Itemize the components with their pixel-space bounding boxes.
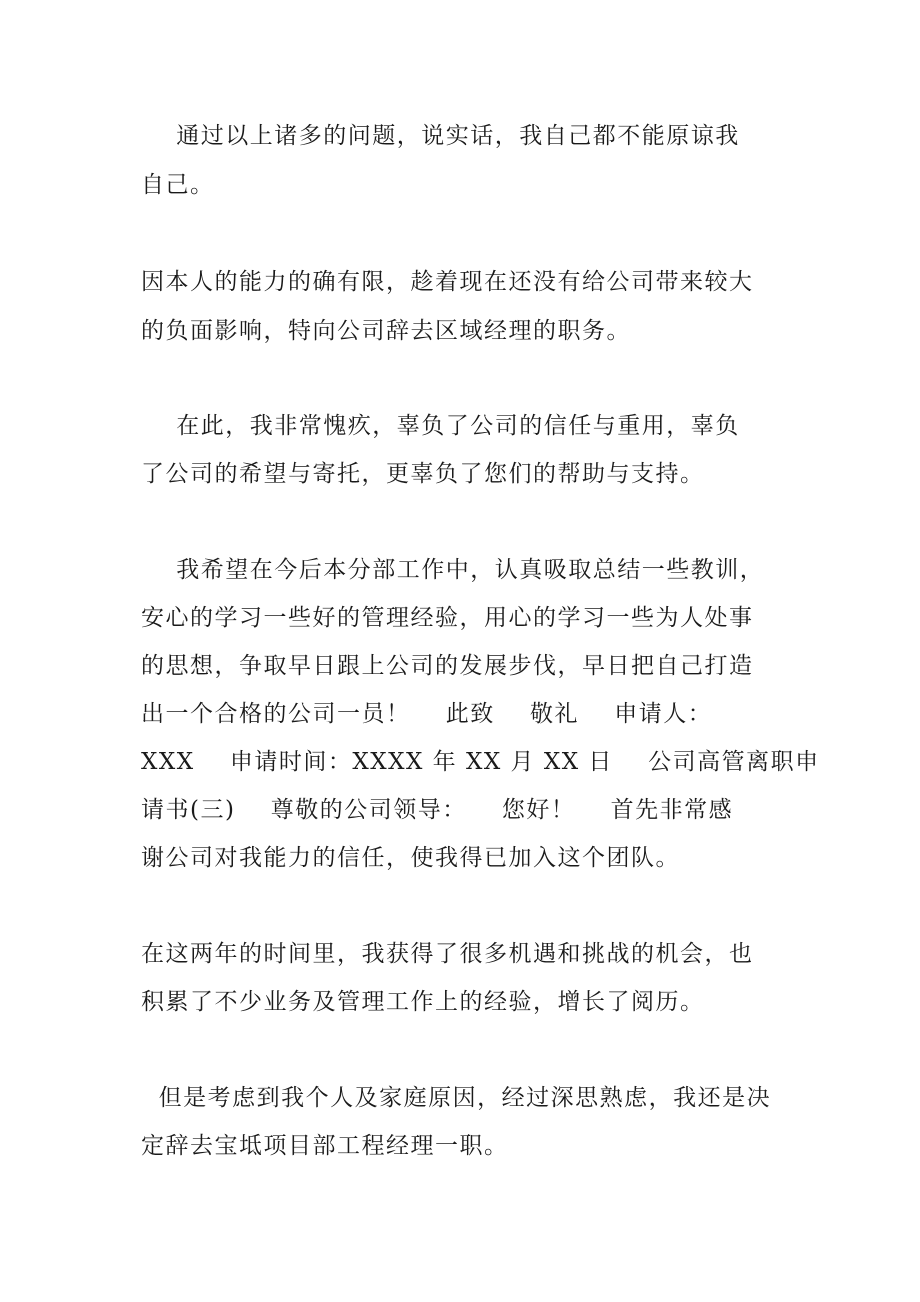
paragraph-1-line-2: 自己。 xyxy=(141,172,215,198)
paragraph-4-line-2: 安心的学习一些好的管理经验，用心的学习一些为人处事 xyxy=(141,605,754,631)
paragraph-1-line-1: 通过以上诸多的问题，说实话，我自己都不能原谅我 xyxy=(141,123,740,149)
paragraph-5-line-2: 积累了不少业务及管理工作上的经验，增长了阅历。 xyxy=(141,989,705,1015)
paragraph-6-line-1: 但是考虑到我个人及家庭原因，经过深思熟虑，我还是决 xyxy=(141,1085,772,1111)
paragraph-3-line-2: 了公司的希望与寄托，更辜负了您们的帮助与支持。 xyxy=(141,461,705,487)
paragraph-2-line-2: 的负面影响，特向公司辞去区域经理的职务。 xyxy=(141,318,631,344)
paragraph-4-line-5: XXX 申请时间：XXXX 年 XX 月 XX 日 公司高管离职申 xyxy=(141,749,820,775)
paragraph-6-line-2: 定辞去宝坻项目部工程经理一职。 xyxy=(141,1133,509,1159)
paragraph-2-line-1: 因本人的能力的确有限，趁着现在还没有给公司带来较大 xyxy=(141,269,754,295)
paragraph-5-line-1: 在这两年的时间里，我获得了很多机遇和挑战的机会，也 xyxy=(141,941,754,967)
paragraph-4-line-7: 谢公司对我能力的信任，使我得已加入这个团队。 xyxy=(141,845,680,871)
paragraph-4-line-4: 出一个合格的公司一员！ 此致 敬礼 申请人： xyxy=(141,701,713,727)
paragraph-4-line-6: 请书(三) 尊敬的公司领导： 您好！ 首先非常感 xyxy=(141,797,734,823)
paragraph-3-line-1: 在此，我非常愧疚，辜负了公司的信任与重用，辜负 xyxy=(141,413,740,439)
paragraph-4-line-3: 的思想，争取早日跟上公司的发展步伐，早日把自己打造 xyxy=(141,653,754,679)
paragraph-4-line-1: 我希望在今后本分部工作中，认真吸取总结一些教训， xyxy=(141,557,765,583)
